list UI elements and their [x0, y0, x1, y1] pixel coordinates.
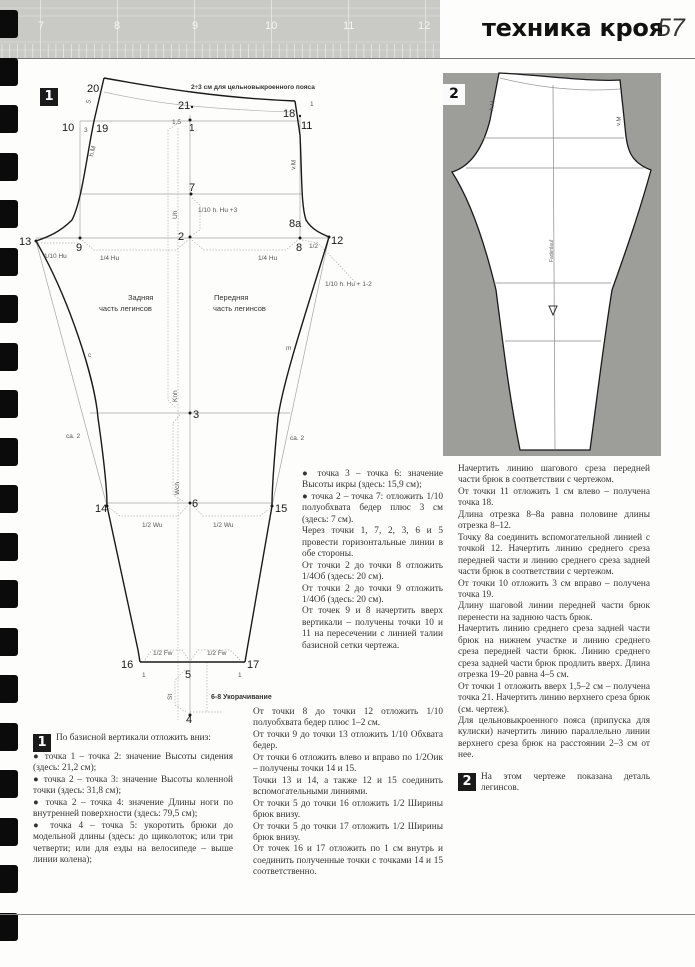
point-13: 13: [19, 236, 32, 248]
figure-2-note: [458, 772, 650, 795]
point-10: 10: [62, 122, 75, 134]
point-3: 3: [193, 409, 200, 421]
point-15: 15: [275, 503, 288, 515]
label-m: m: [286, 345, 292, 352]
point-9: 9: [76, 242, 83, 254]
ruler-number: 12: [418, 20, 431, 32]
list-item: ● точка 4 – точка 5: укоротить брюки до модельной длины (здесь: до щиколоток; или три четверти; или для езды на велосипеде – выше линии колена);: [33, 820, 233, 866]
paragraph: От точки 9 до точки 13 отложить 1/10 Обхвата бедер.: [253, 729, 443, 752]
label-grain: Fadenlauf: [549, 239, 555, 262]
point-16: 16: [121, 659, 134, 671]
intro-paragraph: [33, 733, 233, 750]
measure-1-left: 1: [142, 672, 146, 679]
label-vm: v.M: [290, 159, 298, 171]
point-14: 14: [95, 503, 108, 515]
paragraph: От точки 6 отложить влево и вправо по 1/2Оик – получены точки 14 и 15.: [253, 752, 443, 775]
paragraph: От точки 11 отложить 1 см влево – получена точка 18.: [458, 486, 650, 509]
instructions-column-3: [458, 464, 650, 795]
step-2-badge: 2: [458, 773, 476, 791]
measure-hu-4-left: 1/4 Hu: [100, 255, 120, 262]
ruler-number: 10: [265, 20, 278, 32]
paragraph: Длину шаговой линии передней части брюк перенести на заднюю часть брюк.: [458, 601, 650, 623]
instructions-column-2-top: [302, 469, 443, 652]
paragraph: От точки 2 до точки 9 отложить 1/4Об (здесь: 20 см).: [302, 583, 443, 605]
paragraph: От точки 10 отложить 3 см вправо – получена точка 19.: [458, 578, 650, 600]
label-uh: Uh: [172, 210, 179, 219]
paragraph: Через точки 1, 7, 2, 3, 6 и 5 провести горизонтальные линии в обе стороны.: [302, 526, 443, 560]
footer-divider: [0, 914, 695, 915]
list-item: ● точка 1 – точка 2: значение Высоты сидения (здесь: 21,2 см);: [33, 752, 233, 774]
measure-wu-left: 1/2 Wu: [142, 522, 163, 529]
list-item: ● точка 3 – точка 6: значение Высоты икры (здесь: 15,9 см);: [302, 469, 443, 491]
page-number: 57: [657, 14, 685, 42]
point-12: 12: [331, 235, 344, 247]
front-part-label-2: часть легинсов: [213, 304, 266, 313]
section-title: техника кроя: [482, 14, 664, 42]
measure-1: 1: [310, 101, 314, 108]
instructions-column-1: [33, 733, 233, 867]
measure-1-right: 1: [238, 672, 242, 679]
measure-hu-4-right: 1/4 Hu: [258, 255, 278, 262]
paragraph: Точку 8а соединить вспомогательной линией с точкой 12. Начертить линию среднего среза передней части и линию среднего среза задней части брюк в соответствии с чертежом.: [458, 532, 650, 578]
paragraph: От точки 8 до точки 12 отложить 1/10 полуобхвата бедер плюс 1–2 см.: [253, 707, 443, 729]
back-part-label-1: Задняя: [128, 293, 154, 302]
paragraph: Начертить линию среднего среза задней части брюк на нижнем участке и линию среднего среза передней части брюк. Линию среднего среза задней части брюк продлить вверх. Длина отрезка 19–20 равна 4–5 см.: [458, 624, 650, 681]
list-item: ● точка 2 – точка 7: отложить 1/10 полуобхвата бедер плюс 3 см (здесь: 7 см).: [302, 491, 443, 525]
figure-1-badge: 1: [40, 88, 58, 106]
point-21: 21: [178, 100, 191, 112]
back-part-label-2: часть легинсов: [99, 304, 152, 313]
ruler-number: 9: [192, 20, 199, 32]
intro-text: По базисной вертикали отложить вниз:: [56, 733, 211, 743]
instructions-column-2-bottom: [253, 707, 443, 879]
paragraph: От точки 5 до точки 17 отложить 1/2 Ширины брюк внизу.: [253, 821, 443, 843]
measure-5: 5: [85, 98, 94, 105]
paragraph: От точки 2 до точки 8 отложить 1/4Об (здесь: 20 см).: [302, 560, 443, 583]
point-2: 2: [178, 231, 185, 243]
point-7: 7: [189, 182, 196, 194]
point-17: 17: [247, 659, 260, 671]
figure-2-note-text: На этом чертеже показана деталь легинсов.: [481, 771, 650, 794]
label-c: c: [88, 352, 92, 359]
figure-2-leggings-piece: [452, 73, 651, 450]
figure-1-guides: [36, 92, 329, 720]
label-wch: Wch: [174, 482, 181, 495]
point-20: 20: [87, 83, 100, 95]
paragraph: От точки 5 до точки 16 отложить 1/2 Ширины брюк внизу.: [253, 798, 443, 821]
paragraph: Для цельновыкроенного пояса (припуска для кулиски) начертить линию параллельно линии верхнего среза брюк на расстоянии 2–3 см от нее.: [458, 715, 650, 761]
measure-hu-10: 1/10 Hu: [44, 253, 67, 260]
waistband-annotation: 2÷3 см для цельновыкроенного пояса: [191, 84, 315, 91]
list-item: ● точка 2 – точка 3: значение Высоты коленной точки (здесь: 31,8 см);: [33, 774, 233, 797]
point-8: 8: [296, 242, 303, 254]
measure-ca2-left: ca. 2: [66, 433, 81, 440]
measure-hu-10-12: 1/10 h. Hu + 1-2: [325, 281, 372, 288]
measure-3: 3: [84, 127, 88, 134]
measure-half: 1/2: [309, 243, 319, 250]
step-1-badge: 1: [33, 734, 51, 752]
paragraph: Начертить линию шагового среза передней части брюк в соответствии с чертежом.: [458, 464, 650, 486]
label-hm: h.M: [489, 100, 497, 112]
point-6: 6: [192, 498, 199, 510]
ruler-number: 11: [343, 20, 355, 32]
measure-ca2-right: ca. 2: [290, 435, 305, 442]
paragraph: От точек 16 и 17 отложить по 1 см внутрь и соединить полученные точки с точками 14 и 15 соответственно.: [253, 844, 443, 878]
point-11: 11: [301, 120, 313, 132]
label-vm: v.M: [616, 116, 623, 127]
ruler-number: 7: [38, 20, 45, 32]
ruler-number: 8: [114, 20, 121, 32]
point-19: 19: [96, 123, 109, 135]
measure-wu-right: 1/2 Wu: [213, 522, 234, 529]
point-8a: 8a: [289, 218, 302, 230]
point-5: 5: [185, 669, 192, 681]
measure-fw-left: 1/2 Fw: [153, 650, 173, 657]
paragraph: Длина отрезка 8–8а равна половине длины отрезка 8–12.: [458, 509, 650, 532]
figure-2-badge: 2: [443, 84, 465, 105]
measure-fw-right: 1/2 Fw: [207, 650, 227, 657]
list-item: ● точка 2 – точка 4: значение Длины ноги по внутренней поверхности (здесь: 79,5 см);: [33, 797, 233, 820]
paragraph: От точки 1 отложить вверх 1,5–2 см – получена точка 21. Начертить линию верхнего среза брюк (см. чертеж).: [458, 681, 650, 715]
label-knh: Knh: [172, 390, 179, 402]
paragraph: Точки 13 и 14, а также 12 и 15 соединить вспомогательными линиями.: [253, 775, 443, 798]
paragraph: От точек 9 и 8 начертить вверх вертикали – получены точки 10 и 11 на пересечении с линией талии базисной сетки чертежа.: [302, 606, 443, 651]
label-st: St: [167, 693, 174, 700]
point-18: 18: [283, 108, 296, 120]
measure-1-5: 1,5: [172, 119, 182, 126]
measure-hu-10-3: 1/10 h. Hu +3: [198, 207, 238, 214]
point-1: 1: [189, 123, 195, 134]
point-4: 4: [186, 714, 193, 726]
shortening-label: 6-8 Укорачивание: [211, 694, 272, 701]
label-hm: h.M: [88, 145, 98, 158]
front-part-label-1: Передняя: [214, 293, 249, 302]
